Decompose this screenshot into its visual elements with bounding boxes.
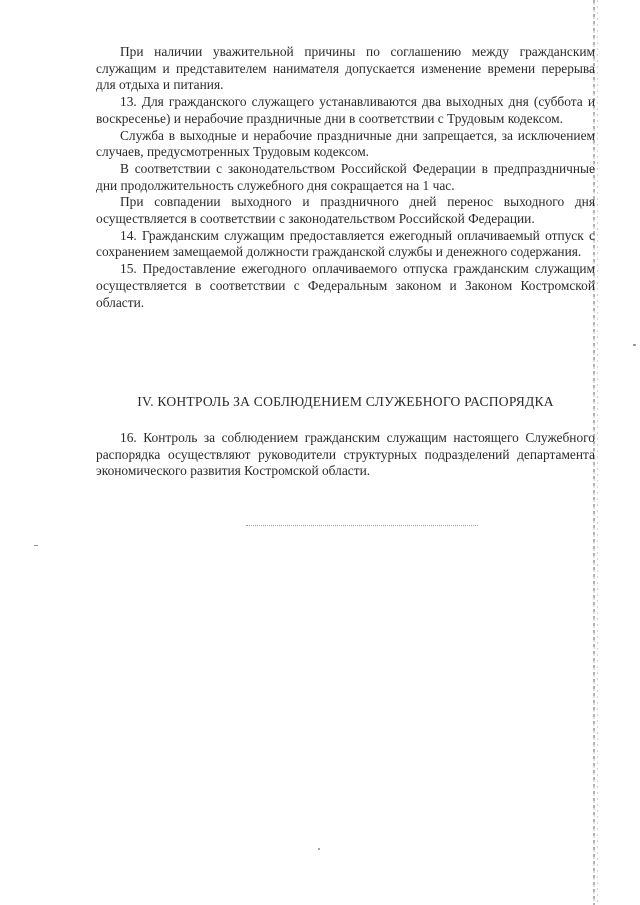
scan-edge-mark <box>597 0 598 905</box>
scan-speck <box>633 344 636 346</box>
paragraph: 14. Гражданским служащим предоставляется ежегодный оплачиваемый отпуск с сохранением замещаемой должности гражданской службы и денежного содержания. <box>96 227 595 260</box>
paragraph: 13. Для гражданского служащего устанавливаются два выходных дня (суббота и воскресенье) и нерабочие праздничные дни в соответствии с Трудовым кодексом. <box>96 94 595 126</box>
scan-speck <box>318 848 320 850</box>
paragraph: 16. Контроль за соблюдением гражданским служащим настоящего Служебного распорядка осуществляют руководители структурных подразделений департамента экономического развития Костромской области. <box>96 430 595 479</box>
paragraph: Служба в выходные и нерабочие праздничные дни запрещается, за исключением случаев, предусмотренных Трудовым кодексом. <box>96 127 595 160</box>
paragraph: При совпадении выходного и праздничного дней перенос выходного дня осуществляется в соответствии с законодательством Российской Федерации. <box>96 194 595 227</box>
section-heading: IV. КОНТРОЛЬ ЗА СОБЛЮДЕНИЕМ СЛУЖЕБНОГО РАСПОРЯДКА <box>137 394 554 409</box>
body-text-lower <box>96 430 595 480</box>
paragraph: При наличии уважительной причины по соглашению между гражданским служащим и представителем нанимателя допускается изменение времени перерыва для отдыха и питания. <box>96 44 595 93</box>
scan-speck <box>34 545 38 546</box>
body-text-upper <box>96 44 595 311</box>
end-separator-line <box>246 525 478 526</box>
paragraph: 15. Предоставление ежегодного оплачиваемого отпуска гражданским служащим осуществляется в соответствии с Федеральным законом и Законом Костромской области. <box>96 261 595 310</box>
paragraph: В соответствии с законодательством Российской Федерации в предпраздничные дни продолжительность служебного дня сокращается на 1 час. <box>96 160 595 193</box>
